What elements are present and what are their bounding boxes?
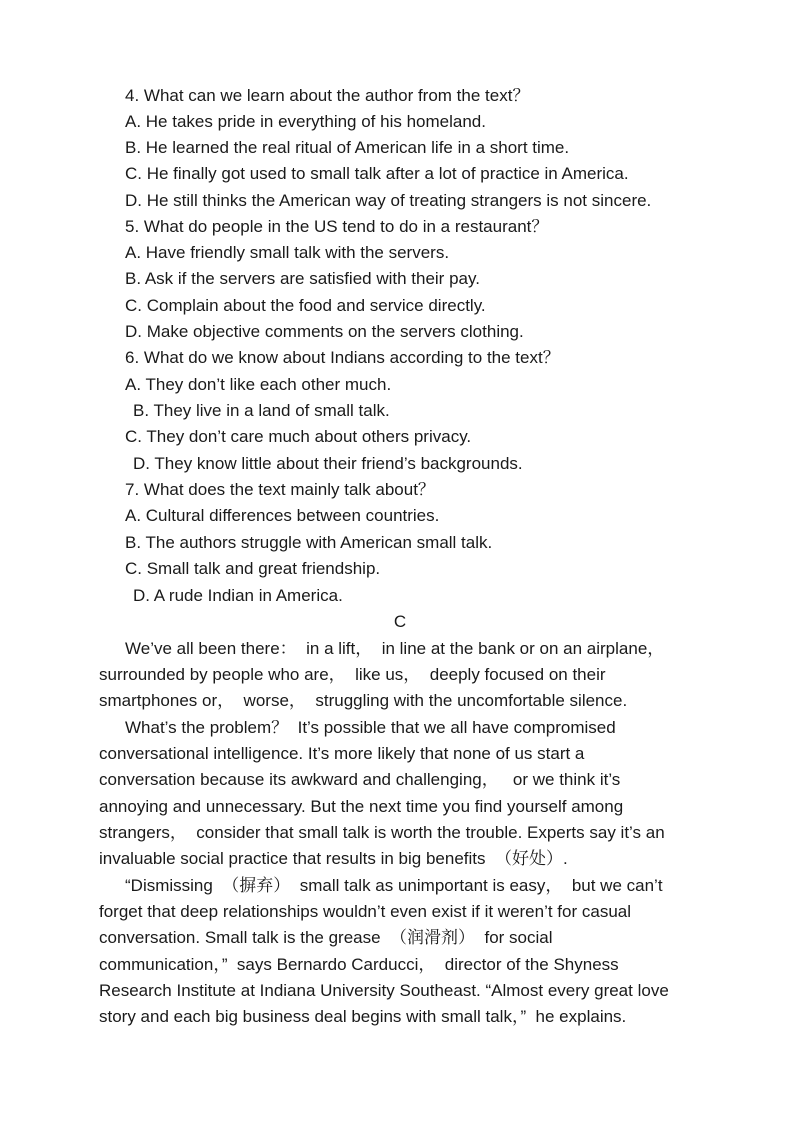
question-6-option-a: A. They don’t like each other much.: [125, 375, 392, 394]
question-7-option-d: D. A rude Indian in America.: [133, 586, 343, 605]
question-4-option-c: C. He finally got used to small talk after a lot of practice in America.: [125, 164, 629, 183]
passage-line: communication，” says Bernardo Carducci， director of the Shyness: [99, 955, 619, 974]
question-6-option-d: D. They know little about their friend’s backgrounds.: [133, 454, 523, 473]
passage-line: annoying and unnecessary. But the next time you find yourself among: [99, 797, 624, 816]
question-7: 7. What does the text mainly talk about？: [125, 480, 435, 499]
question-5-option-d: D. Make objective comments on the servers clothing.: [125, 322, 524, 341]
question-7-option-b: B. The authors struggle with American small talk.: [125, 533, 493, 552]
passage-line: surrounded by people who are， like us， deeply focused on their: [99, 665, 606, 684]
question-6-option-b: B. They live in a land of small talk.: [133, 401, 390, 420]
question-7-option-a: A. Cultural differences between countries.: [125, 506, 440, 525]
question-4-option-b: B. He learned the real ritual of American life in a short time.: [125, 138, 570, 157]
question-5-option-a: A. Have friendly small talk with the servers.: [125, 243, 450, 262]
passage-line: story and each big business deal begins with small talk，” he explains.: [99, 1007, 627, 1026]
question-4-option-a: A. He takes pride in everything of his homeland.: [125, 112, 486, 131]
passage-line: forget that deep relationships wouldn’t even exist if it weren’t for casual: [99, 902, 632, 921]
question-7-option-c: C. Small talk and great friendship.: [125, 559, 381, 578]
passage-line: “Dismissing （摒弃） small talk as unimportant is easy， but we can’t: [125, 876, 663, 895]
passage-line: conversational intelligence. It’s more likely that none of us start a: [99, 744, 585, 763]
question-5-option-c: C. Complain about the food and service directly.: [125, 296, 486, 315]
passage-line: conversation because its awkward and challenging， or we think it’s: [99, 770, 621, 789]
passage-line: invaluable social practice that results in big benefits （好处）.: [99, 849, 568, 868]
passage-line: strangers， consider that small talk is worth the trouble. Experts say it’s an: [99, 823, 665, 842]
question-6: 6. What do we know about Indians according to the text？: [125, 348, 560, 367]
passage-line: What’s the problem？ It’s possible that we all have compromised: [125, 718, 616, 737]
question-4: 4. What can we learn about the author from the text？: [125, 86, 530, 105]
section-heading: C: [393, 612, 407, 631]
passage-line: smartphones or， worse， struggling with the uncomfortable silence.: [99, 691, 628, 710]
passage-line: We’ve all been there： in a lift， in line at the bank or on an airplane，: [125, 639, 665, 658]
question-5-option-b: B. Ask if the servers are satisfied with their pay.: [125, 269, 480, 288]
question-5: 5. What do people in the US tend to do in a restaurant？: [125, 217, 549, 236]
passage-line: conversation. Small talk is the grease （润滑剂） for social: [99, 928, 553, 947]
passage-line: Research Institute at Indiana University Southeast. “Almost every great love: [99, 981, 669, 1000]
question-6-option-c: C. They don’t care much about others privacy.: [125, 427, 472, 446]
question-4-option-d: D. He still thinks the American way of treating strangers is not sincere.: [125, 191, 652, 210]
